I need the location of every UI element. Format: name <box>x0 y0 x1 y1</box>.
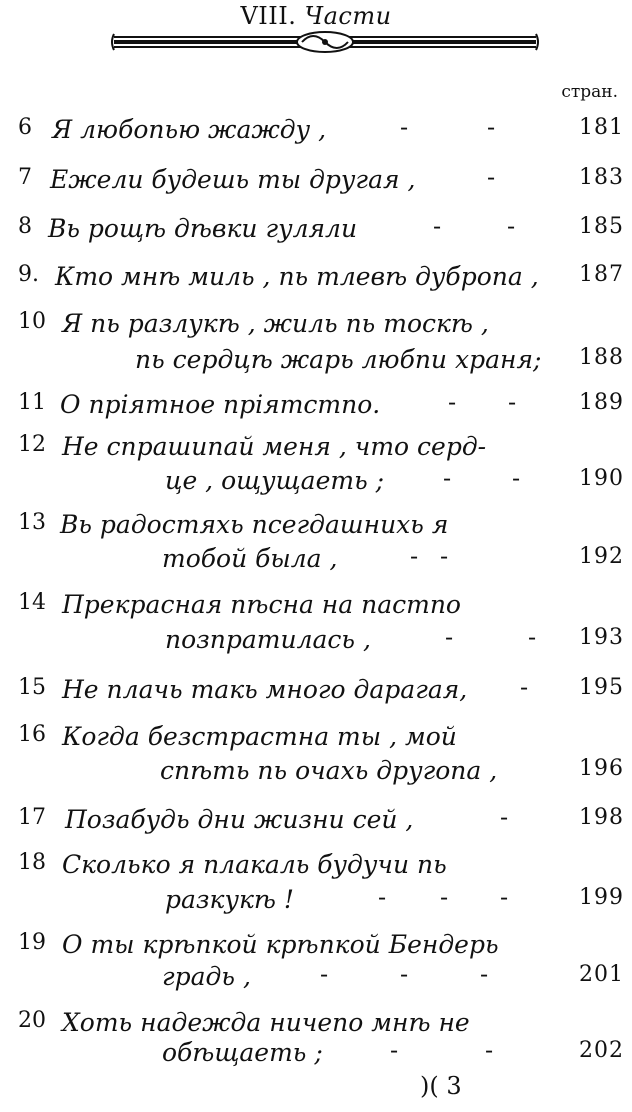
page-column-label: стран. <box>561 82 618 102</box>
header-numeral: VIII. <box>240 2 297 30</box>
entry-number: 10 <box>18 309 46 334</box>
entry-title-line2: разкукѣ ! <box>165 885 294 914</box>
entry-title: О пріятное пріятстпо. <box>60 390 381 419</box>
entry-page: 185 <box>579 214 624 239</box>
entry-title: Кто мнѣ миль , пь тлевѣ дубропа , <box>55 262 539 291</box>
entry-number: 8 <box>18 214 32 239</box>
entry-title-line2: тобой была , <box>162 544 338 573</box>
toc-entry-continuation <box>0 345 632 381</box>
entry-title: Вь радостяхь псегдашнихь я <box>60 510 449 539</box>
toc-entry: 17 Позабудь дни жизни сей , - 198 <box>18 803 624 834</box>
entry-page: 190 <box>579 466 624 491</box>
entry-page: 189 <box>579 390 624 415</box>
entry-page: 188 <box>579 345 624 370</box>
entry-number: 13 <box>18 510 46 535</box>
entry-title: Хоть надежда ничепо мнѣ не <box>62 1008 470 1037</box>
entry-title: Ежели будешь ты другая , <box>50 165 416 194</box>
entry-page: 202 <box>579 1038 624 1063</box>
entry-title-line2: позпратилась , <box>165 625 371 654</box>
entry-page: 193 <box>579 625 624 650</box>
entry-page: 198 <box>579 805 624 830</box>
entry-number: 11 <box>18 390 46 415</box>
entry-title: Прекрасная пѣсна на пастпо <box>62 590 461 619</box>
page-header <box>0 2 632 30</box>
entry-number: 18 <box>18 850 46 875</box>
toc-entry <box>0 722 632 758</box>
toc-entry <box>0 262 632 298</box>
toc-entry <box>0 432 632 468</box>
entry-number: 9. <box>18 262 39 287</box>
ornament-rule <box>110 28 540 56</box>
entry-page: 181 <box>579 115 624 140</box>
entry-page: 199 <box>579 885 624 910</box>
toc-entry <box>0 930 632 966</box>
entry-page: 196 <box>579 756 624 781</box>
toc-entry: 15 Не плачь такь много дарагая, - 195 <box>18 673 624 704</box>
toc-entry <box>0 510 632 546</box>
entry-number: 17 <box>18 805 46 830</box>
toc-entry-continuation: це , ощущаеть ; - - 190 <box>165 464 624 495</box>
entry-title: Сколько я плакаль будучи пь <box>62 850 447 879</box>
toc-entry <box>0 590 632 626</box>
toc-entry-continuation: обѣщаеть ; - - 202 <box>162 1036 624 1067</box>
entry-title: О ты крѣпкой крѣпкой Бендерь <box>62 930 499 959</box>
entry-number: 16 <box>18 722 46 747</box>
toc-entry: 8 Вь рощѣ дѣвки гуляли - - 185 <box>18 212 624 243</box>
entry-title: Когда безстрастна ты , мой <box>62 722 457 751</box>
entry-title: Вь рощѣ дѣвки гуляли <box>48 214 358 243</box>
entry-title: Я пь разлукѣ , жиль пь тоскѣ , <box>62 309 489 338</box>
entry-title: Не спрашипай меня , что серд- <box>62 432 487 461</box>
toc-entry-continuation: тобой была , - - 192 <box>162 542 624 573</box>
toc-entry <box>0 850 632 886</box>
toc-entry: 7 Ежели будешь ты другая , - 183 <box>18 163 624 194</box>
entry-number: 19 <box>18 930 46 955</box>
toc-entry-continuation: градь , - - - 201 <box>162 960 624 991</box>
entry-number: 12 <box>18 432 46 457</box>
toc-entry: 6 Я любопью жажду , - - 181 <box>18 113 624 144</box>
toc-entry-continuation <box>0 756 632 792</box>
entry-number: 14 <box>18 590 46 615</box>
entry-page: 195 <box>579 675 624 700</box>
entry-page: 183 <box>579 165 624 190</box>
entry-title-line2: це , ощущаеть ; <box>165 466 385 495</box>
entry-page: 187 <box>579 262 624 287</box>
entry-title: Не плачь такь много дарагая, <box>62 675 468 704</box>
signature-mark: )( 3 <box>420 1072 462 1100</box>
toc-entry: 11 О пріятное пріятстпо. - - 189 <box>18 388 624 419</box>
entry-number: 6 <box>18 115 32 140</box>
entry-page: 201 <box>579 962 624 987</box>
entry-title: Позабудь дни жизни сей , <box>65 805 414 834</box>
entry-number: 15 <box>18 675 46 700</box>
entry-page: 192 <box>579 544 624 569</box>
toc-entry-continuation: позпратилась , - - 193 <box>165 623 624 654</box>
toc-entry-continuation: разкукѣ ! - - - 199 <box>165 883 624 914</box>
toc-entry <box>0 309 632 345</box>
entry-title-line2: обѣщаеть ; <box>162 1038 323 1067</box>
entry-number: 20 <box>18 1008 46 1033</box>
entry-title-line2: спѣть пь очахь другопа , <box>160 756 498 785</box>
entry-title: Я любопью жажду , <box>52 115 327 144</box>
header-word: Части <box>304 2 392 30</box>
entry-number: 7 <box>18 165 32 190</box>
entry-title-line2: градь , <box>162 962 251 991</box>
entry-title-line2: пь сердцѣ жарь любпи храня; <box>135 345 542 374</box>
